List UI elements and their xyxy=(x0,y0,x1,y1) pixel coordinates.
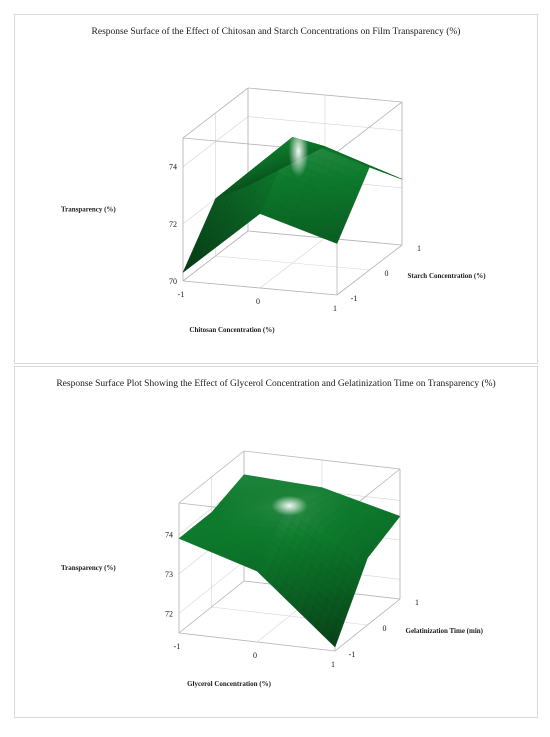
y-tick-label: -1 xyxy=(350,294,358,303)
chart-title: Response Surface of the Effect of Chitosan and Starch Concentrations on Film Transparency (%) xyxy=(91,27,461,37)
x-tick-label: 0 xyxy=(256,297,260,306)
x-tick-label: 1 xyxy=(331,660,335,669)
y-axis-title: Gelatinization Time (min) xyxy=(405,627,484,635)
x-tick-label: 0 xyxy=(253,651,257,660)
z-tick-label: 74 xyxy=(165,530,173,540)
x-tick-label: -1 xyxy=(173,642,181,651)
x-axis-title: Chitosan Concentration (%) xyxy=(189,326,275,334)
surface-highlight xyxy=(272,496,308,516)
bounding-box-edge xyxy=(337,102,402,152)
bounding-box-edge xyxy=(179,633,335,651)
y-tick-label: 1 xyxy=(415,598,419,607)
bounding-box-edge xyxy=(183,281,337,295)
z-tick-label: 73 xyxy=(165,569,173,579)
x-tick-label: 1 xyxy=(333,304,337,313)
z-tick-label: 72 xyxy=(169,219,177,229)
surface-highlight xyxy=(289,125,309,177)
response-surface-plot xyxy=(15,367,539,719)
chart-panel-glycerol-gelatinization xyxy=(14,366,538,718)
z-axis-title: Transparency (%) xyxy=(61,564,116,572)
x-axis-title: Glycerol Concentration (%) xyxy=(187,680,271,688)
z-tick-label: 72 xyxy=(165,609,173,619)
y-tick-label: 0 xyxy=(384,269,389,278)
floor-gridline xyxy=(216,256,370,270)
y-tick-label: 0 xyxy=(382,624,387,633)
z-tick-label: 70 xyxy=(169,277,177,286)
z-tick-label: 74 xyxy=(169,162,177,172)
x-tick-label: -1 xyxy=(177,290,185,299)
z-axis-title: Transparency (%) xyxy=(61,205,116,214)
chart-title: Response Surface Plot Showing the Effect of Glycerol Concentration and Gelatinization Time on Transparency (%) xyxy=(56,379,496,389)
y-axis-title: Starch Concentration (%) xyxy=(407,272,486,280)
y-tick-label: -1 xyxy=(348,650,356,659)
response-surface-plot xyxy=(15,15,539,365)
bounding-box-edge xyxy=(337,245,402,295)
chart-panel-chitosan-starch xyxy=(14,14,538,364)
y-tick-label: 1 xyxy=(417,244,421,253)
